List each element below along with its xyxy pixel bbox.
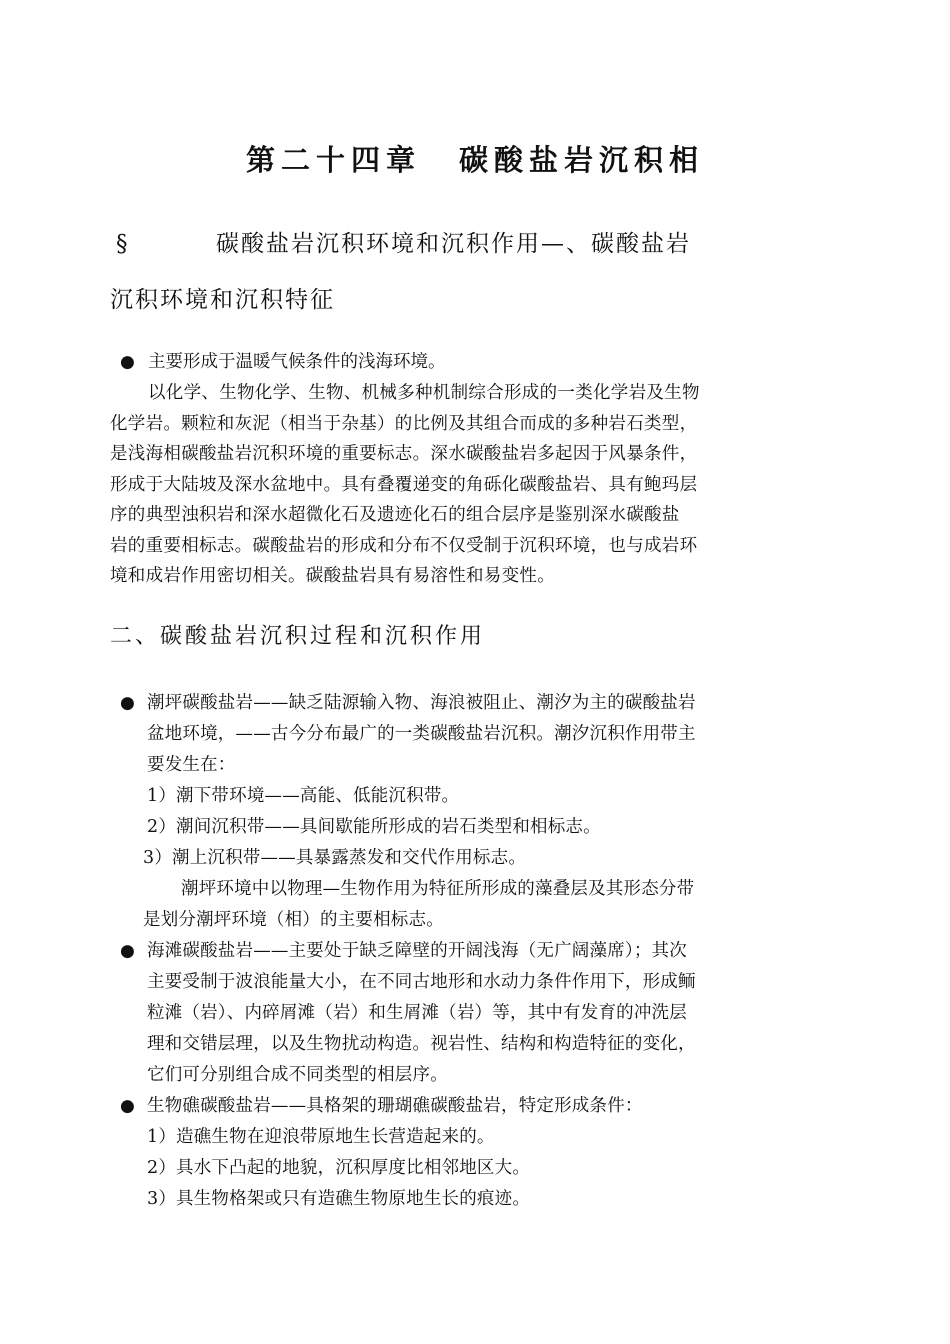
list-item: 2）潮间沉积带——具间歇能所形成的岩石类型和相标志。	[147, 817, 601, 837]
paragraph-line: 是浅海相碳酸盐岩沉积环境的重要标志。深水碳酸盐岩多起因于风暴条件，	[110, 444, 698, 464]
section-mark: §	[116, 231, 130, 257]
list-item: 2）具水下凸起的地貌，沉积厚度比相邻地区大。	[147, 1158, 531, 1178]
paragraph-line: 境和成岩作用密切相关。碳酸盐岩具有易溶性和易变性。	[110, 566, 555, 586]
paragraph-line: 序的典型浊积岩和深水超微化石及遗迹化石的组合层序是鉴别深水碳酸盐	[110, 505, 680, 525]
paragraph-line: 要发生在：	[147, 755, 236, 775]
beach-block	[147, 936, 742, 1091]
paragraph-line: 粒滩（岩）、内碎屑滩（岩）和生屑滩（岩）等，其中有发育的冲洗层	[147, 1003, 687, 1023]
intro-bullet-text: 主要形成于温暖气候条件的浅海环境。	[148, 352, 446, 372]
chapter-number: 第二十四章	[245, 143, 421, 177]
list-item: 1）造礁生物在迎浪带原地生长营造起来的。	[147, 1127, 495, 1147]
bullet-icon: ●	[120, 941, 135, 961]
bullet-icon: ●	[120, 1096, 135, 1116]
list-item: 3）具生物格架或只有造礁生物原地生长的痕迹。	[147, 1189, 531, 1209]
paragraph-line: 海滩碳酸盐岩——主要处于缺乏障壁的开阔浅海（无广阔藻席）；其次	[147, 941, 687, 961]
paragraph-line: 形成于大陆坡及深水盆地中。具有叠覆递变的角砾化碳酸盐岩、具有鲍玛层	[110, 474, 698, 495]
section-heading-line-1: 碳酸盐岩沉积环境和沉积作用—、碳酸盐岩	[216, 231, 691, 257]
chapter-title	[0, 140, 950, 180]
section-heading-2: 二、碳酸盐岩沉积过程和沉积作用	[110, 624, 486, 649]
paragraph-line: 潮坪碳酸盐岩——缺乏陆源输入物、海浪被阻止、潮汐为主的碳酸盐岩	[147, 693, 696, 713]
list-item: 3）潮上沉积带——具暴露蒸发和交代作用标志。	[143, 848, 527, 868]
section-heading-1	[110, 216, 750, 328]
paragraph-line: 生物礁碳酸盐岩——具格架的珊瑚礁碳酸盐岩，特定形成条件：	[147, 1096, 643, 1116]
paragraph-line: 它们可分别组合成不同类型的相层序。	[147, 1065, 448, 1085]
paragraph-line: 潮坪环境中以物理—生物作用为特征所形成的藻叠层及其形态分带	[181, 879, 695, 899]
bullet-icon: ●	[120, 352, 135, 372]
paragraph-line: 化学岩。颗粒和灰泥（相当于杂基）的比例及其组合而成的多种岩石类型，	[110, 413, 698, 434]
paragraph-line: 以化学、生物化学、生物、机械多种机制综合形成的一类化学岩及生物	[148, 383, 700, 403]
bullet-icon: ●	[120, 693, 135, 713]
intro-paragraph	[110, 378, 740, 592]
paragraph-line: 主要受制于波浪能量大小，在不同古地形和水动力条件作用下，形成鲕	[147, 972, 696, 992]
paragraph-line: 理和交错层理，以及生物扰动构造。视岩性、结构和构造特征的变化，	[147, 1034, 696, 1054]
chapter-name: 碳酸盐岩沉积相	[459, 143, 705, 177]
section-heading-line-2: 沉积环境和沉积特征	[110, 287, 335, 313]
reef-block	[147, 1091, 742, 1215]
paragraph-line: 是划分潮坪环境（相）的主要相标志。	[143, 910, 444, 930]
paragraph-line: 盆地环境，——古今分布最广的一类碳酸盐岩沉积。潮汐沉积作用带主	[147, 724, 696, 744]
list-item: 1）潮下带环境——高能、低能沉积带。	[147, 786, 460, 806]
tidal-flat-block	[143, 688, 742, 936]
paragraph-line: 岩的重要相标志。碳酸盐岩的形成和分布不仅受制于沉积环境，也与成岩环	[110, 535, 698, 556]
